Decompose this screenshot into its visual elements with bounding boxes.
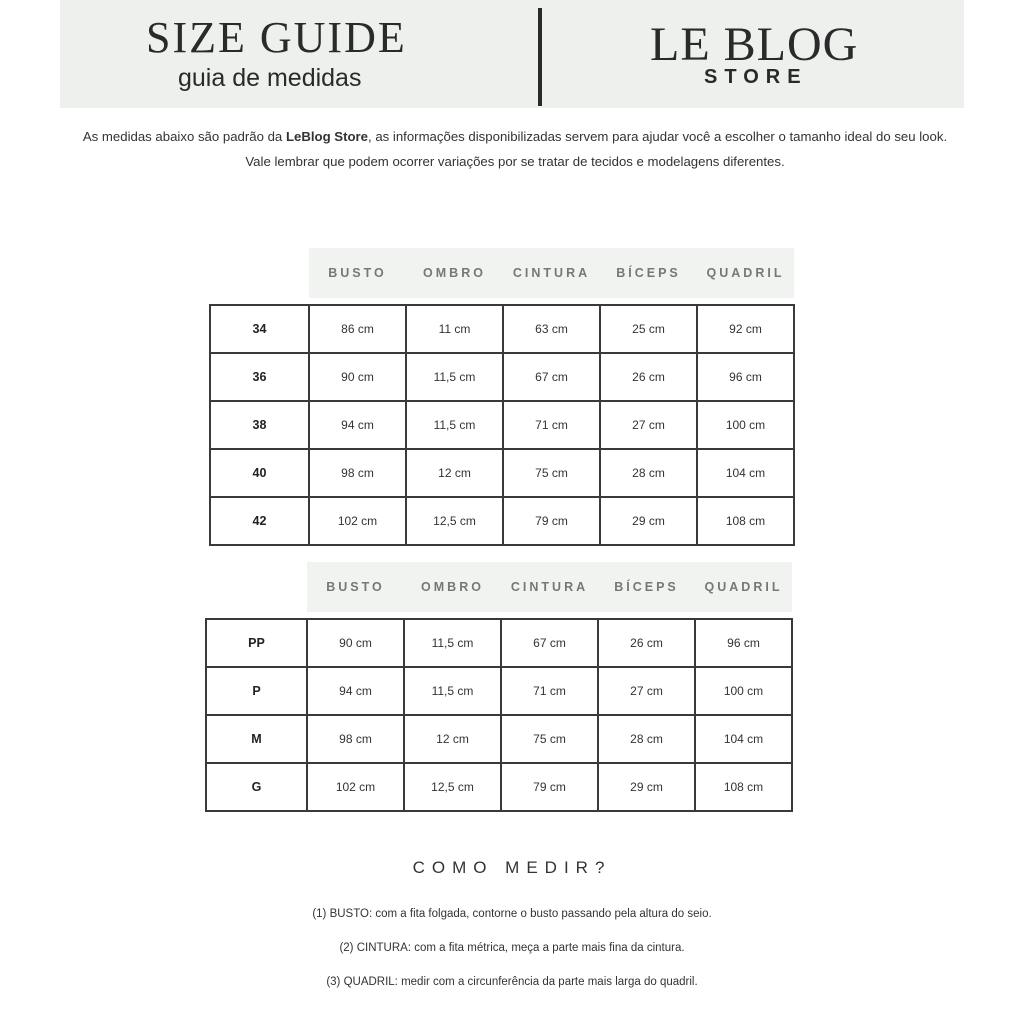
how-to-step: (1) BUSTO: com a fita folgada, contorne o busto passando pela altura do seio. <box>312 908 712 920</box>
table-corner <box>210 248 309 298</box>
column-header: BUSTO <box>309 248 406 298</box>
measurement-cell: 92 cm <box>697 305 794 353</box>
measurement-cell: 94 cm <box>309 401 406 449</box>
measurement-cell: 75 cm <box>501 715 598 763</box>
measurement-cell: 29 cm <box>600 497 697 545</box>
size-label-cell: M <box>206 715 307 763</box>
letter-size-table <box>205 562 793 812</box>
measurement-cell: 102 cm <box>307 763 404 811</box>
measurement-cell: 11 cm <box>406 305 503 353</box>
measurement-cell: 108 cm <box>697 497 794 545</box>
table-row <box>210 353 794 401</box>
measurement-cell: 108 cm <box>695 763 792 811</box>
column-header: QUADRIL <box>697 248 794 298</box>
measurement-cell: 100 cm <box>695 667 792 715</box>
measurement-cell: 29 cm <box>598 763 695 811</box>
measurement-cell: 71 cm <box>501 667 598 715</box>
how-to-step: (3) QUADRIL: medir com a circunferência da parte mais larga do quadril. <box>326 976 698 988</box>
measurement-cell: 96 cm <box>695 619 792 667</box>
table-row <box>206 715 792 763</box>
intro-paragraph <box>80 124 950 174</box>
measurement-cell: 26 cm <box>600 353 697 401</box>
measurement-cell: 11,5 cm <box>404 667 501 715</box>
measurement-cell: 75 cm <box>503 449 600 497</box>
measurement-cell: 12,5 cm <box>406 497 503 545</box>
how-to-measure-title: COMO MEDIR? <box>412 858 612 877</box>
measurement-cell: 11,5 cm <box>406 353 503 401</box>
size-label-cell: PP <box>206 619 307 667</box>
measurement-cell: 79 cm <box>501 763 598 811</box>
table-row <box>210 401 794 449</box>
how-to-step: (2) CINTURA: com a fita métrica, meça a parte mais fina da cintura. <box>339 942 685 954</box>
table-row <box>210 497 794 545</box>
measurement-cell: 67 cm <box>503 353 600 401</box>
measurement-cell: 90 cm <box>309 353 406 401</box>
measurement-cell: 12 cm <box>406 449 503 497</box>
table-header-row <box>206 562 792 612</box>
size-label-cell: P <box>206 667 307 715</box>
intro-text-start: As medidas abaixo são padrão da <box>82 129 286 144</box>
brand-logo-name: LE BLOG <box>650 18 859 71</box>
column-header: OMBRO <box>404 562 501 612</box>
intro-text-end: , as informações disponibilizadas servem para ajudar você a escolher o tamanho ideal do seu look. Vale lembrar que podem ocorrer variações por se tratar de tecidos e modelagens diferentes. <box>245 129 948 169</box>
table-corner <box>206 562 307 612</box>
header-divider <box>538 8 542 106</box>
measurement-cell: 25 cm <box>600 305 697 353</box>
column-header: CINTURA <box>503 248 600 298</box>
page-subtitle: guia de medidas <box>178 64 362 92</box>
measurement-cell: 104 cm <box>697 449 794 497</box>
table-row <box>210 449 794 497</box>
column-header: BUSTO <box>307 562 404 612</box>
measurement-cell: 26 cm <box>598 619 695 667</box>
measurement-cell: 90 cm <box>307 619 404 667</box>
measurement-cell: 27 cm <box>600 401 697 449</box>
measurement-cell: 102 cm <box>309 497 406 545</box>
page-title: SIZE GUIDE <box>146 13 407 62</box>
measurement-cell: 86 cm <box>309 305 406 353</box>
measurement-cell: 28 cm <box>598 715 695 763</box>
measurement-cell: 11,5 cm <box>404 619 501 667</box>
measurement-cell: 96 cm <box>697 353 794 401</box>
table-row <box>206 619 792 667</box>
size-label-cell: 42 <box>210 497 309 545</box>
size-label-cell: G <box>206 763 307 811</box>
table-row <box>206 763 792 811</box>
table-row <box>206 667 792 715</box>
measurement-cell: 79 cm <box>503 497 600 545</box>
column-header: QUADRIL <box>695 562 792 612</box>
measurement-cell: 27 cm <box>598 667 695 715</box>
column-header: BÍCEPS <box>600 248 697 298</box>
size-label-cell: 38 <box>210 401 309 449</box>
measurement-cell: 67 cm <box>501 619 598 667</box>
measurement-cell: 98 cm <box>307 715 404 763</box>
measurement-cell: 63 cm <box>503 305 600 353</box>
size-label-cell: 34 <box>210 305 309 353</box>
column-header: OMBRO <box>406 248 503 298</box>
intro-brand-name: LeBlog Store <box>285 129 368 144</box>
measurement-cell: 104 cm <box>695 715 792 763</box>
size-label-cell: 40 <box>210 449 309 497</box>
measurement-cell: 11,5 cm <box>406 401 503 449</box>
measurement-cell: 94 cm <box>307 667 404 715</box>
table-header-row <box>210 248 794 298</box>
measurement-cell: 71 cm <box>503 401 600 449</box>
measurement-cell: 12,5 cm <box>404 763 501 811</box>
numeric-size-table <box>209 248 795 546</box>
brand-logo-store: STORE <box>704 66 808 88</box>
column-header: BÍCEPS <box>598 562 695 612</box>
measurement-cell: 12 cm <box>404 715 501 763</box>
measurement-cell: 98 cm <box>309 449 406 497</box>
column-header: CINTURA <box>501 562 598 612</box>
measurement-cell: 100 cm <box>697 401 794 449</box>
measurement-cell: 28 cm <box>600 449 697 497</box>
table-row <box>210 305 794 353</box>
size-label-cell: 36 <box>210 353 309 401</box>
